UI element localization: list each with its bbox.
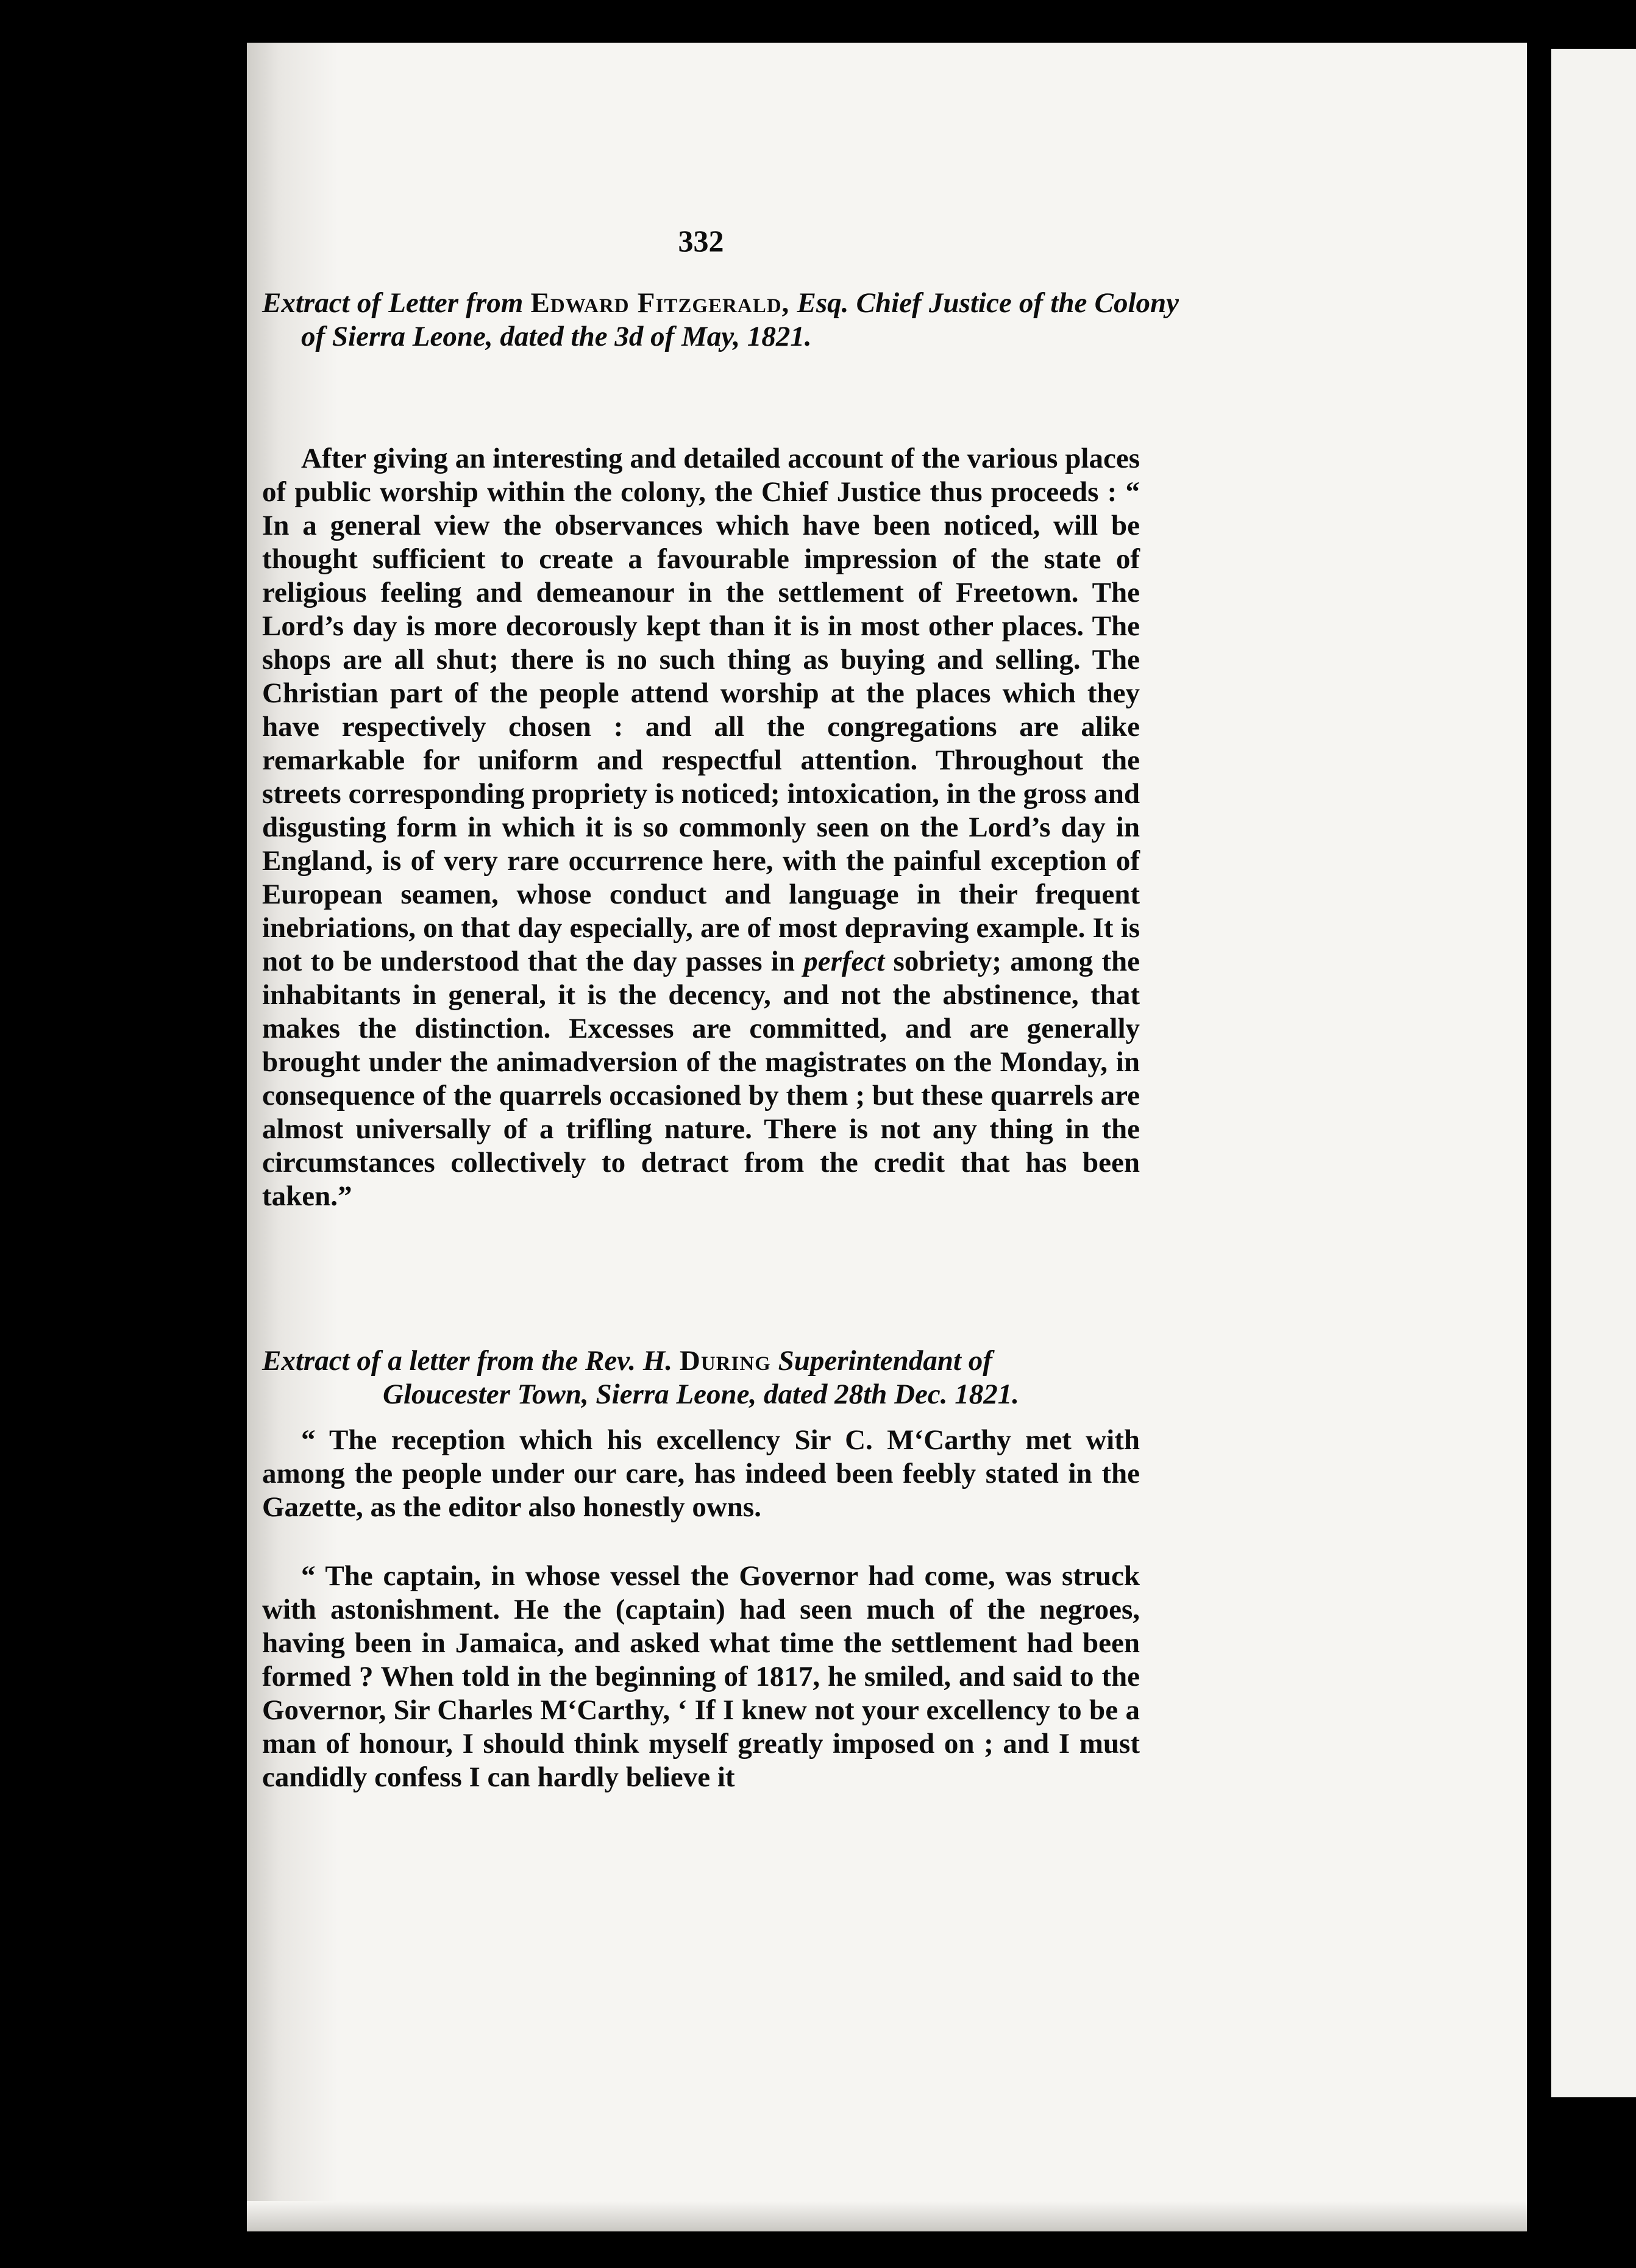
heading-name: Edward Fitzgerald, xyxy=(530,287,790,319)
paragraph-text-part1: After giving an interesting and detailed account of the various places of public worship within the colony, the Chief Justice thus proceeds : “ In a general view the observances which have been noticed, will be thought sufficient to create a favourable impression of the state of religious feeling and demeanour in the settlement of Freetown. The Lord’s day is more decorously kept than it is in most other places. The shops are all shut; there is no such thing as buying and selling. The Christian part of the people attend worship at the places which they have respectively chosen : and all the congregations are alike remarkable for uniform and respectful attention. Throughout the streets corresponding propriety is noticed; intoxication, in the gross and disgusting form in which it is so commonly seen on the Lord’s day in England, is of very rare occurrence here, with the painful exception of European seamen, whose conduct and language in their frequent inebriations, on that day especially, are of most depraving example. It is not to be understood that the day passes in xyxy=(262,443,1140,977)
paragraph-captain: “ The captain, in whose vessel the Governor had come, was struck with astonishment. He the (captain) had seen much of the negroes, having been in Jamaica, and asked what time the settlement had been formed ? When told in the beginning of 1817, he smiled, and said to the Governor, Sir Charles M‘Carthy, ‘ If I knew not your excellency to be a man of honour, I should think myself greatly imposed on ; and I must candidly confess I can hardly believe it xyxy=(262,1560,1140,1793)
page-bottom-shadow xyxy=(247,2201,1527,2231)
heading-prefix: Extract of Letter from xyxy=(262,287,524,319)
heading-prefix: Extract of a letter from the Rev. H. xyxy=(262,1345,673,1377)
heading-line2: Gloucester Town, Sierra Leone, dated 28th Dec. 1821. xyxy=(383,1378,1019,1410)
heading-suffix: Superintendant of xyxy=(778,1345,992,1377)
letter-heading-fitzgerald xyxy=(262,287,1179,354)
emphasis-word: perfect xyxy=(803,946,885,977)
facing-page-edge xyxy=(1551,49,1636,2097)
letter-heading-during xyxy=(262,1344,1140,1411)
heading-suffix: Esq. Chief Justice of the Colony of Sierra Leone, dated the 3d of May, 1821. xyxy=(301,287,1179,352)
heading-name: During xyxy=(679,1345,771,1377)
paragraph-text-part2: sobriety; among the inhabitants in general, it is the decency, and not the abstinence, that makes the distinction. Excesses are committed, and are generally brought under the animadversion of the magistrates on the Monday, in consequence of the quarrels occasioned by them ; but these quarrels are almost universally of a trifling nature. There is not any thing in the circumstances collectively to detract from the credit that has been taken.” xyxy=(262,946,1140,1212)
page-number: 332 xyxy=(678,224,724,258)
paragraph-fitzgerald-letter xyxy=(262,442,1140,1213)
paragraph-reception: “ The reception which his excellency Sir C. M‘Carthy met with among the people under our care, has indeed been feebly stated in the Gazette, as the editor also honestly owns. xyxy=(262,1424,1140,1523)
